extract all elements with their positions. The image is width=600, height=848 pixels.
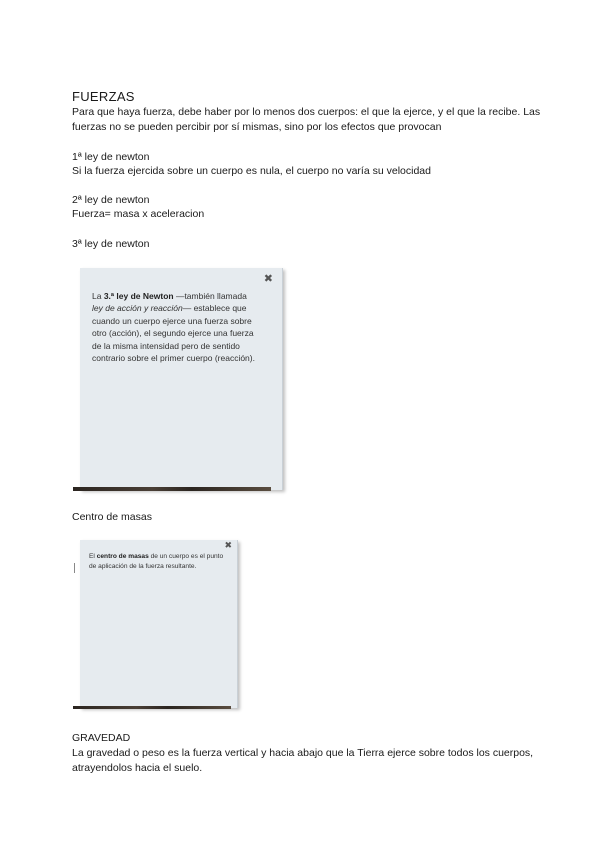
close-icon[interactable]: ✖ bbox=[263, 273, 273, 285]
law3-card-italic: ley de acción y reacción bbox=[92, 303, 183, 314]
gravity-text: La gravedad o peso es la fuerza vertical y hacia abajo que la Tierra ejerce sobre todos los cuerpos, atrayendolos hacia el suelo. bbox=[72, 747, 534, 774]
mass-center-heading: Centro de masas bbox=[72, 511, 152, 523]
law3-card-mid: —también llamada bbox=[173, 291, 247, 301]
law2-text: Fuerza= masa x aceleracion bbox=[72, 208, 205, 220]
law3-card-prefix: La bbox=[92, 291, 104, 301]
law3-info-card bbox=[80, 268, 283, 490]
law1-text: Si la fuerza ejercida sobre un cuerpo es nula, el cuerpo no varía su velocidad bbox=[72, 165, 431, 177]
mass-center-info-card bbox=[80, 540, 238, 708]
page-title: FUERZAS bbox=[72, 89, 135, 104]
gravity-heading: GRAVEDAD bbox=[72, 732, 131, 744]
mass-card-prefix: El bbox=[89, 553, 97, 560]
mass-card-rest: de un cuerpo es el punto de aplicación de la fuerza resultante. bbox=[89, 553, 224, 570]
law3-card-text bbox=[92, 290, 260, 364]
close-icon[interactable]: ✖ bbox=[224, 540, 232, 550]
law1-heading: 1ª ley de newton bbox=[72, 151, 150, 163]
image-strip bbox=[73, 706, 231, 709]
law2-heading: 2ª ley de newton bbox=[72, 194, 150, 206]
mass-center-card-text bbox=[89, 552, 229, 572]
law3-card-rest: — establece que cuando un cuerpo ejerce una fuerza sobre otro (acción), el segundo ejerce una fuerza de la misma intensidad pero de sentido contrario sobre el primer cuerpo (reacción). bbox=[92, 303, 255, 364]
image-strip bbox=[73, 487, 271, 491]
law3-heading: 3ª ley de newton bbox=[72, 238, 150, 250]
intro-paragraph: Para que haya fuerza, debe haber por lo menos dos cuerpos: el que la ejerce, y el que la recibe. Las fuerzas no se pueden percibir por sí mismas, sino por los efectos que provocan bbox=[72, 106, 541, 133]
mass-card-bold: centro de masas bbox=[96, 553, 149, 560]
text-cursor bbox=[74, 563, 75, 573]
law3-card-bold: 3.ª ley de Newton bbox=[103, 291, 174, 301]
